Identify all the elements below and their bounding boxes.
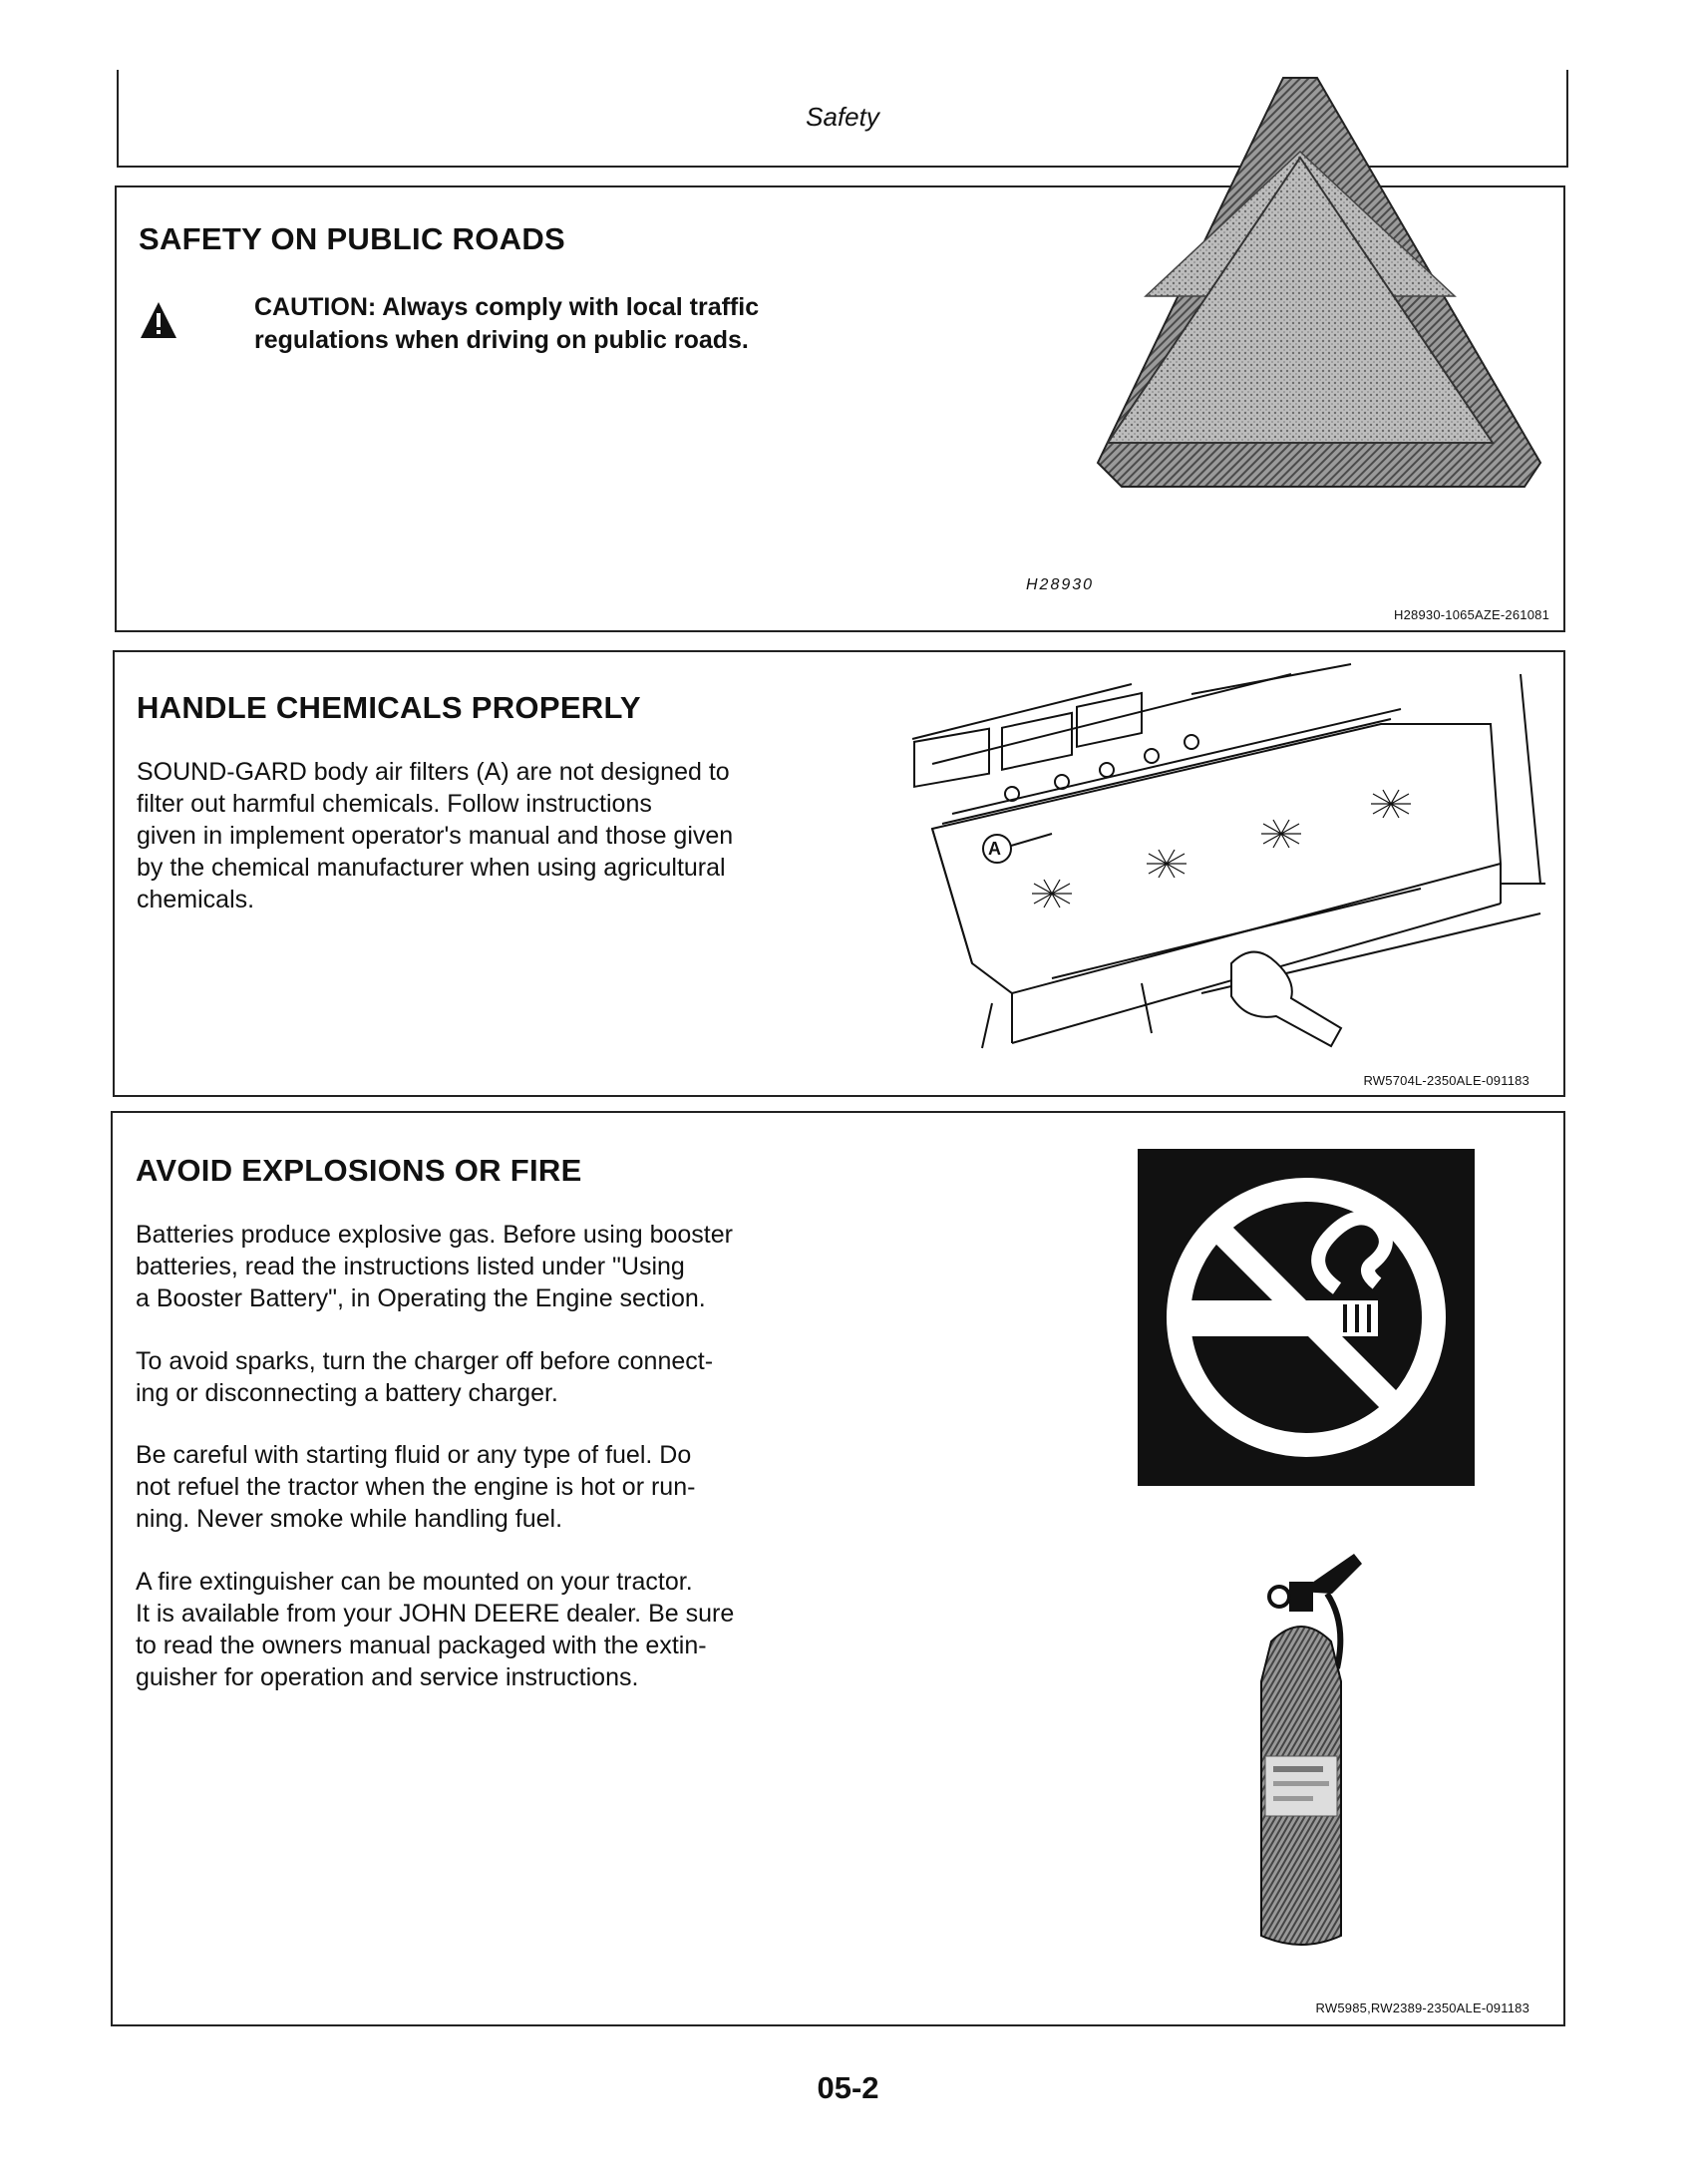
caution-text: CAUTION: Always comply with local traffic regulations when driving on public roads.	[254, 293, 760, 354]
callout-label-a: A	[988, 839, 1001, 859]
figure-reference: RW5985,RW2389-2350ALE-091183	[1315, 2001, 1529, 2015]
figure-reference: RW5704L-2350ALE-091183	[1363, 1073, 1529, 1088]
slow-moving-vehicle-emblem	[1094, 201, 1552, 491]
header-title: Safety	[806, 102, 879, 132]
section-title: HANDLE CHEMICALS PROPERLY	[137, 690, 641, 725]
paragraph-1: Batteries produce explosive gas. Before using booster batteries, read the instructions listed under "Using a Booster Battery", in Operating the Engine section.	[136, 1221, 733, 1312]
section-body: SOUND-GARD body air filters (A) are not designed to filter out harmful chemicals. Follow instructions given in implement operator's manual and those given by the chemical manufacturer when using agricultural chemicals.	[137, 758, 734, 913]
section-title: AVOID EXPLOSIONS OR FIRE	[136, 1153, 582, 1188]
warning-triangle-icon	[139, 300, 178, 340]
section-safety-public-roads	[115, 185, 1565, 632]
figure-reference: H28930-1065AZE-261081	[1394, 607, 1549, 622]
figure-label: H28930	[1026, 576, 1095, 593]
paragraph-3: Be careful with starting fluid or any type of fuel. Do not refuel the tractor when the engine is hot or run- ning. Never smoke while handling fuel.	[136, 1441, 696, 1533]
page-number: 05-2	[817, 2070, 879, 2105]
paragraph-4: A fire extinguisher can be mounted on your tractor. It is available from your JOHN DEERE dealer. Be sure to read the owners manual packaged with the extin- guisher for operation and service instructions.	[136, 1568, 735, 1691]
section-handle-chemicals	[113, 650, 1565, 1097]
no-smoking-icon	[1138, 1149, 1475, 1486]
section-avoid-explosions	[111, 1111, 1565, 2026]
fire-extinguisher	[1249, 1552, 1369, 1961]
section-title: SAFETY ON PUBLIC ROADS	[139, 221, 566, 256]
paragraph-2: To avoid sparks, turn the charger off before connect- ing or disconnecting a battery charger.	[136, 1347, 714, 1407]
air-filter-illustration	[902, 664, 1550, 1063]
